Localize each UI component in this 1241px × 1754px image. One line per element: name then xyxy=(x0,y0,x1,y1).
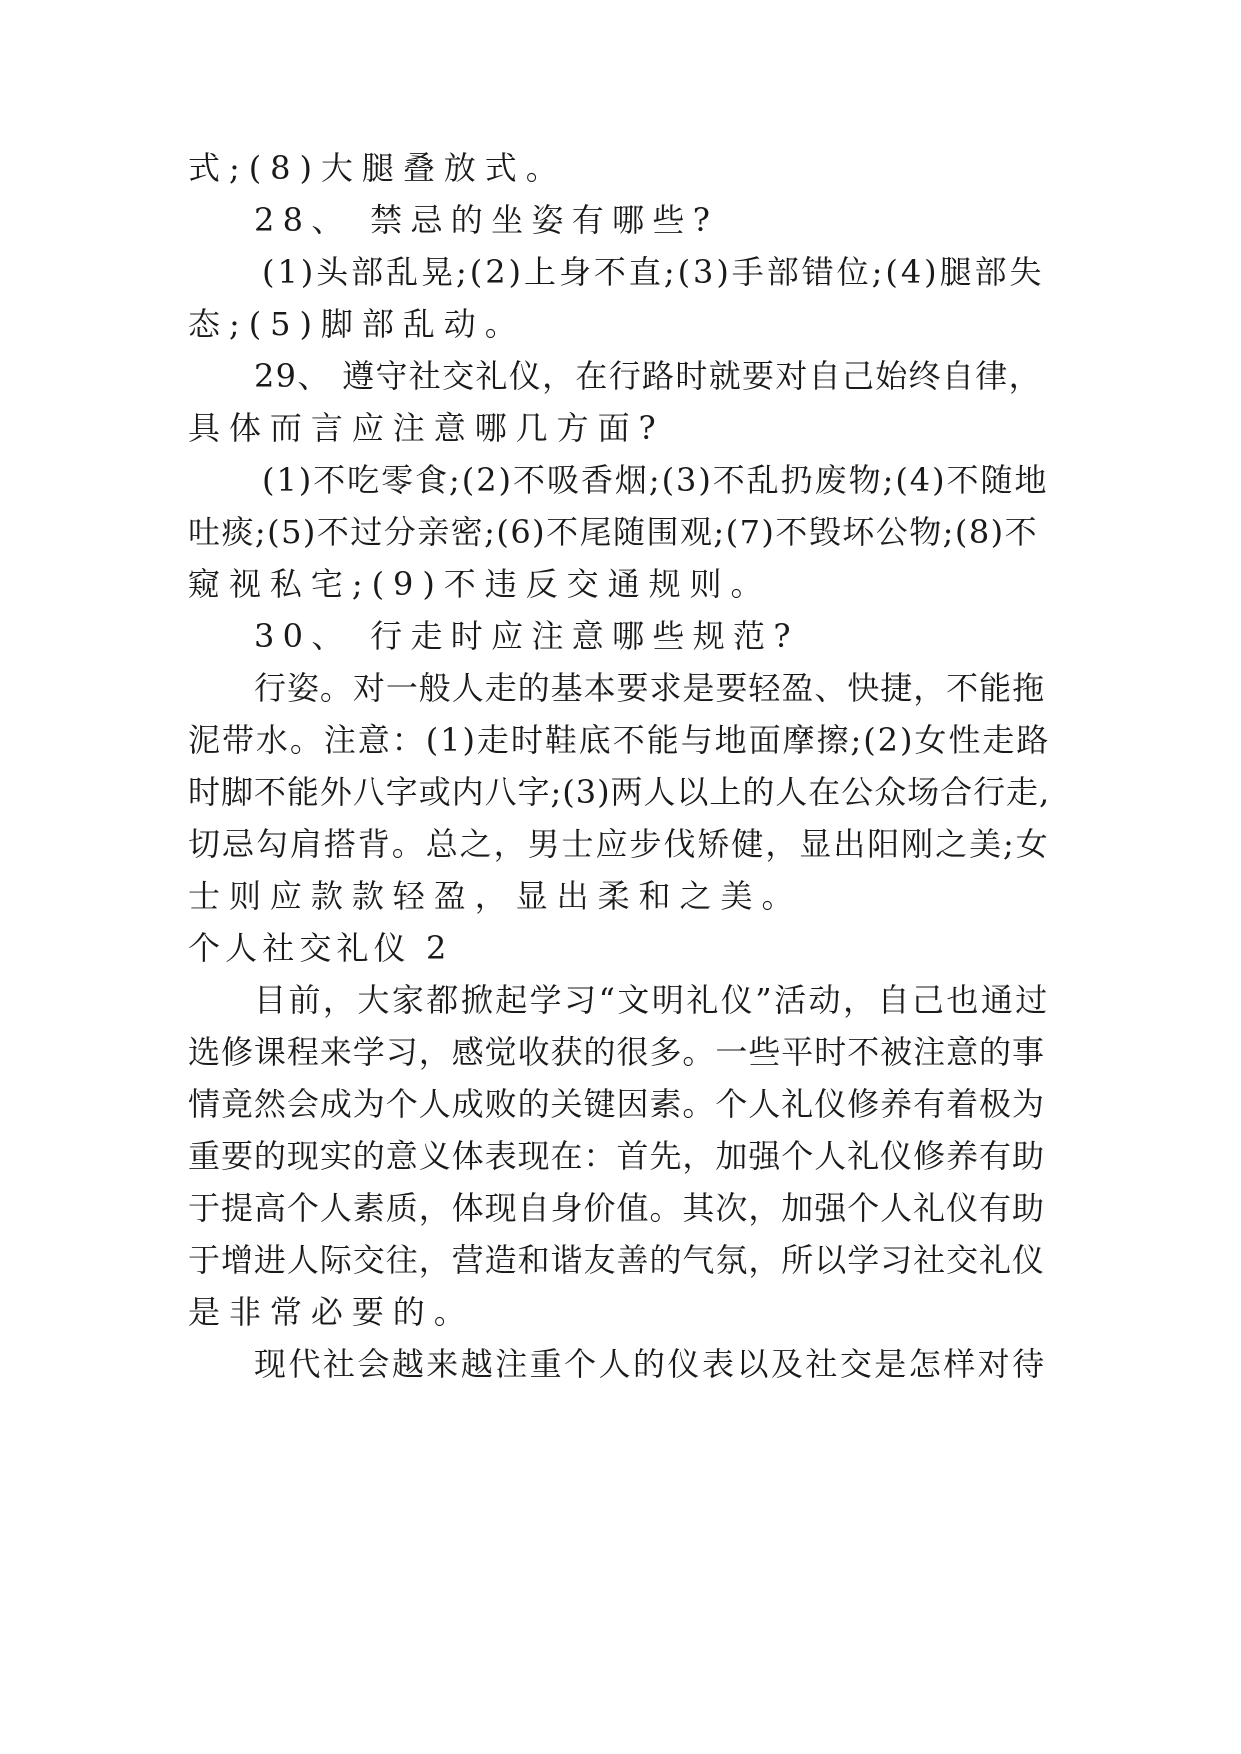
text-line: 士则应款款轻盈，显出柔和之美。 xyxy=(188,877,803,915)
text-line: 现代社会越来越注重个人的仪表以及社交是怎样对待 xyxy=(254,1345,1047,1383)
text-line: 时脚不能外八字或内八字;(3)两人以上的人在公众场合行走, xyxy=(188,773,1051,811)
text-line: (1)不吃零食;(2)不吸香烟;(3)不乱扔废物;(4)不随地 xyxy=(262,461,1049,499)
text-line: (1)头部乱晃;(2)上身不直;(3)手部错位;(4)腿部失 xyxy=(262,253,1045,291)
text-line: 于提高个人素质，体现自身价值。其次，加强个人礼仪有助 xyxy=(188,1189,1045,1227)
text-line: 吐痰;(5)不过分亲密;(6)不尾随围观;(7)不毁坏公物;(8)不 xyxy=(188,513,1039,551)
text-line: 是非常必要的。 xyxy=(188,1293,475,1331)
text-line: 选修课程来学习，感觉收获的很多。一些平时不被注意的事 xyxy=(188,1033,1045,1071)
question-28: 28、 禁忌的坐姿有哪些? xyxy=(254,201,719,239)
text-line: 于增进人际交往，营造和谐友善的气氛，所以学习社交礼仪 xyxy=(188,1241,1045,1279)
text-line: 具体而言应注意哪几方面? xyxy=(188,409,665,447)
question-29: 29、 遵守社交礼仪，在行路时就要对自己始终自律， xyxy=(254,357,1042,395)
text-line: 式;(8)大腿叠放式。 xyxy=(188,149,567,187)
text-line: 泥带水。注意：(1)走时鞋底不能与地面摩擦;(2)女性走路 xyxy=(188,721,1051,759)
section-heading: 个人社交礼仪 2 xyxy=(188,929,452,967)
text-line: 窥视私宅;(9)不违反交通规则。 xyxy=(188,565,772,603)
question-30: 30、 行走时应注意哪些规范? xyxy=(254,617,799,655)
text-line: 行姿。对一般人走的基本要求是要轻盈、快捷，不能拖 xyxy=(254,669,1046,707)
text-line: 目前，大家都掀起学习“文明礼仪”活动，自己也通过 xyxy=(254,981,1050,1019)
text-line: 重要的现实的意义体表现在：首先，加强个人礼仪修养有助 xyxy=(188,1137,1045,1175)
text-line: 情竟然会成为个人成败的关键因素。个人礼仪修养有着极为 xyxy=(188,1085,1045,1123)
text-line: 态;(5)脚部乱动。 xyxy=(188,305,526,343)
text-line: 切忌勾肩搭背。总之，男士应步伐矫健，显出阳刚之美;女 xyxy=(188,825,1050,863)
